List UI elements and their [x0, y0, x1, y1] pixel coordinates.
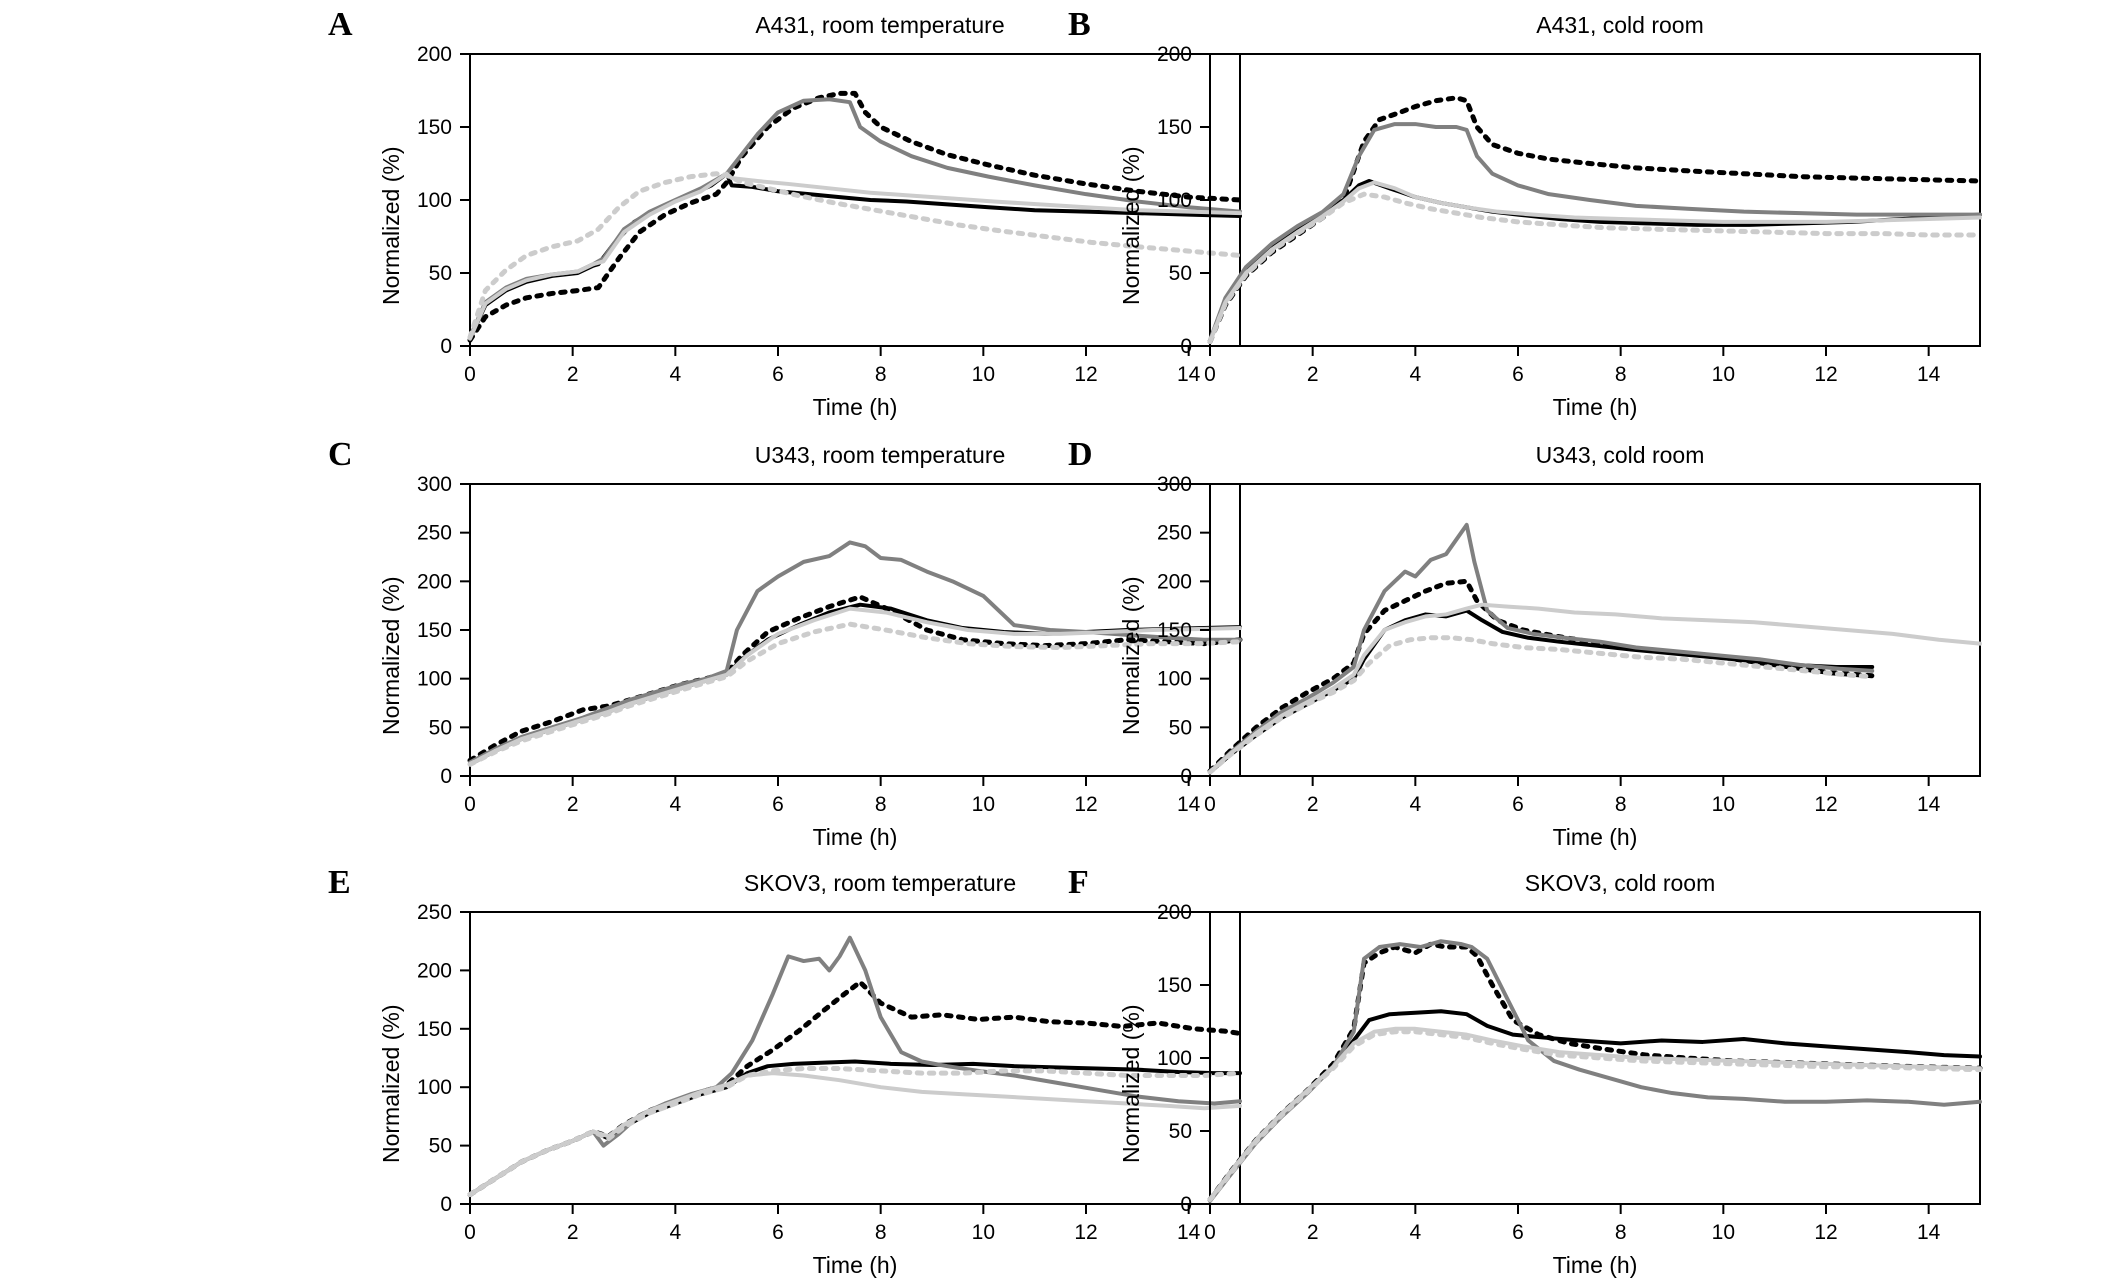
svg-text:12: 12 [1074, 1221, 1098, 1244]
svg-text:2: 2 [1306, 363, 1319, 386]
y-axis-label-A: Normalized (%) [378, 146, 404, 305]
panel-letter-D: D [1068, 436, 1093, 473]
panel-letter-F: F [1068, 864, 1089, 901]
svg-text:2: 2 [566, 1221, 579, 1244]
svg-text:6: 6 [1512, 1221, 1524, 1244]
y-axis-label-B: Normalized (%) [1118, 146, 1144, 305]
svg-text:300: 300 [416, 473, 452, 496]
svg-text:14: 14 [1916, 1221, 1941, 1244]
svg-text:6: 6 [772, 793, 784, 816]
x-axis-label-E: Time (h) [812, 1252, 898, 1278]
svg-text:8: 8 [874, 363, 887, 386]
panel-D [1060, 436, 2100, 856]
svg-text:0: 0 [464, 793, 476, 816]
svg-text:150: 150 [416, 116, 452, 139]
svg-text:150: 150 [416, 619, 452, 642]
svg-text:14: 14 [1916, 793, 1941, 816]
svg-text:0: 0 [1180, 765, 1192, 788]
svg-text:0: 0 [1204, 1221, 1216, 1244]
svg-text:4: 4 [669, 1221, 682, 1244]
chart-svg-B [1060, 6, 2100, 426]
svg-text:200: 200 [416, 570, 452, 594]
svg-text:10: 10 [1711, 363, 1736, 386]
panel-title-B: A431, cold room [1536, 12, 1704, 38]
svg-text:14: 14 [1176, 363, 1201, 386]
panel-letter-A: A [328, 6, 353, 43]
svg-text:200: 200 [1156, 901, 1192, 924]
svg-text:12: 12 [1814, 1221, 1838, 1244]
panel-title-E: SKOV3, room temperature [743, 870, 1017, 896]
plot-area-D [1060, 436, 2100, 856]
svg-text:150: 150 [1156, 116, 1192, 139]
svg-text:10: 10 [971, 363, 996, 386]
svg-text:0: 0 [464, 363, 476, 386]
svg-text:0: 0 [1180, 335, 1192, 358]
panel-title-F: SKOV3, cold room [1524, 870, 1716, 896]
svg-text:6: 6 [772, 363, 784, 386]
svg-text:2: 2 [566, 793, 579, 816]
chart-svg-F [1060, 864, 2100, 1284]
svg-text:12: 12 [1074, 793, 1098, 816]
y-axis-label-F: Normalized (%) [1118, 1004, 1144, 1163]
svg-text:100: 100 [1156, 189, 1192, 212]
svg-text:200: 200 [416, 959, 452, 983]
svg-text:250: 250 [416, 521, 452, 545]
svg-text:200: 200 [1156, 570, 1192, 594]
svg-text:8: 8 [1614, 793, 1627, 816]
chart-svg-D [1060, 436, 2100, 856]
svg-text:8: 8 [874, 793, 887, 816]
svg-text:0: 0 [464, 1221, 476, 1244]
svg-text:150: 150 [416, 1017, 452, 1041]
panel-letter-C: C [328, 436, 353, 473]
svg-text:12: 12 [1074, 363, 1098, 386]
svg-text:8: 8 [1614, 1221, 1627, 1244]
panel-B [1060, 6, 2100, 426]
svg-text:0: 0 [440, 1193, 452, 1216]
y-axis-label-E: Normalized (%) [378, 1004, 404, 1163]
svg-text:50: 50 [1168, 716, 1192, 740]
svg-text:0: 0 [1204, 363, 1216, 386]
svg-text:100: 100 [416, 667, 452, 691]
svg-text:200: 200 [416, 43, 452, 66]
svg-text:4: 4 [1409, 1221, 1422, 1244]
x-axis-label-F: Time (h) [1552, 1252, 1638, 1278]
panel-F [1060, 864, 2100, 1284]
svg-text:4: 4 [669, 363, 682, 386]
svg-text:0: 0 [440, 765, 452, 788]
x-axis-label-B: Time (h) [1552, 394, 1638, 420]
panel-title-C: U343, room temperature [754, 442, 1006, 468]
plot-area-B [1060, 6, 2100, 426]
svg-text:0: 0 [1180, 1193, 1192, 1216]
svg-text:8: 8 [874, 1221, 887, 1244]
x-axis-label-D: Time (h) [1552, 824, 1638, 850]
svg-text:10: 10 [1711, 793, 1736, 816]
panel-title-D: U343, cold room [1535, 442, 1705, 468]
panel-letter-E: E [328, 864, 351, 901]
plot-area-F [1060, 864, 2100, 1284]
svg-text:10: 10 [971, 1221, 996, 1244]
svg-text:4: 4 [1409, 793, 1422, 816]
svg-text:4: 4 [669, 793, 682, 816]
x-axis-label-C: Time (h) [812, 824, 898, 850]
svg-text:100: 100 [1156, 1047, 1192, 1070]
svg-text:250: 250 [1156, 521, 1192, 545]
y-axis-label-D: Normalized (%) [1118, 576, 1144, 735]
svg-text:0: 0 [1204, 793, 1216, 816]
svg-text:2: 2 [566, 363, 579, 386]
svg-text:50: 50 [428, 262, 452, 285]
svg-text:50: 50 [428, 1134, 452, 1158]
svg-text:100: 100 [1156, 667, 1192, 691]
svg-text:10: 10 [971, 793, 996, 816]
svg-text:6: 6 [1512, 793, 1524, 816]
svg-text:50: 50 [1168, 1120, 1192, 1143]
svg-text:14: 14 [1176, 793, 1201, 816]
svg-text:14: 14 [1916, 363, 1941, 386]
svg-text:6: 6 [1512, 363, 1524, 386]
svg-text:100: 100 [416, 189, 452, 212]
svg-text:200: 200 [1156, 43, 1192, 66]
svg-text:250: 250 [416, 901, 452, 924]
svg-text:2: 2 [1306, 1221, 1319, 1244]
svg-text:300: 300 [1156, 473, 1192, 496]
svg-text:6: 6 [772, 1221, 784, 1244]
panel-title-A: A431, room temperature [755, 12, 1005, 38]
svg-text:2: 2 [1306, 793, 1319, 816]
svg-text:100: 100 [416, 1076, 452, 1100]
svg-text:8: 8 [1614, 363, 1627, 386]
y-axis-label-C: Normalized (%) [378, 576, 404, 735]
panel-letter-B: B [1068, 6, 1091, 43]
svg-text:150: 150 [1156, 619, 1192, 642]
svg-text:10: 10 [1711, 1221, 1736, 1244]
x-axis-label-A: Time (h) [812, 394, 898, 420]
svg-text:0: 0 [440, 335, 452, 358]
svg-text:4: 4 [1409, 363, 1422, 386]
svg-text:50: 50 [1168, 262, 1192, 285]
svg-text:150: 150 [1156, 974, 1192, 997]
svg-text:12: 12 [1814, 363, 1838, 386]
svg-text:12: 12 [1814, 793, 1838, 816]
svg-text:50: 50 [428, 716, 452, 740]
svg-text:14: 14 [1176, 1221, 1201, 1244]
